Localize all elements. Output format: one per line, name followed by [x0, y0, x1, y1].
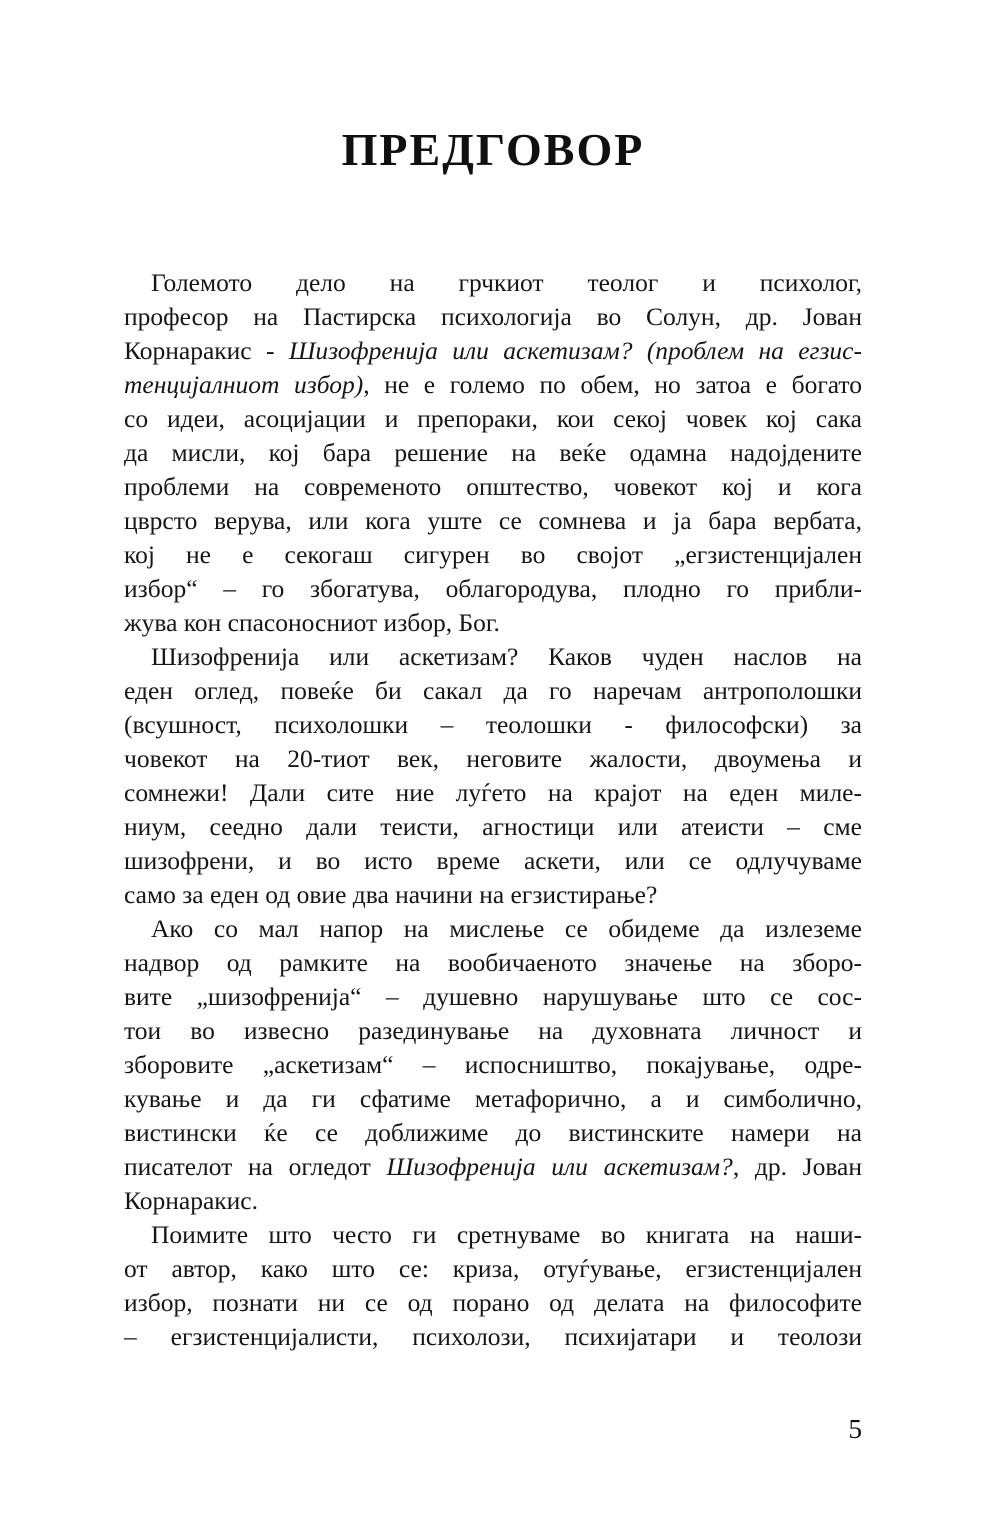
text-run: ниум, сеедно дали теисти, агностици или атеисти – сме — [124, 812, 862, 841]
text-run: кој не е секогаш сигурен во својот „егзистенцијален — [124, 540, 862, 569]
text-run: избор, познати ни се од порано од делата на философите — [124, 1288, 862, 1317]
text-run: жува кон спасоносниот избор, Бог. — [124, 608, 500, 637]
text-run: избор“ – го збогатува, облагородува, плодно го прибли- — [124, 574, 862, 603]
text-line — [124, 674, 862, 708]
text-run: само за еден од овие два начини на егзистирање? — [124, 880, 658, 909]
text-line — [124, 878, 862, 912]
text-line — [124, 912, 862, 946]
text-run: тои во извесно разединување на духовната личност и — [124, 1016, 862, 1045]
text-line — [124, 1286, 862, 1320]
text-line — [124, 1184, 862, 1218]
text-run: шизофрени, и во исто време аскети, или се одлучуваме — [124, 846, 862, 875]
text-line — [124, 776, 862, 810]
paragraph — [124, 640, 862, 912]
text-run: вите „шизофренија“ – душевно нарушување што се сос- — [124, 982, 862, 1011]
text-run: кување и да ги сфатиме метафорично, а и симболично, — [124, 1084, 862, 1113]
text-line — [124, 1082, 862, 1116]
text-run: проблеми на современото општество, човекот кој и кога — [124, 472, 862, 501]
page-number: 5 — [848, 1414, 862, 1444]
text-line — [124, 980, 862, 1014]
text-run: Корнаракис. — [124, 1186, 258, 1215]
text-run: Шизофренија или аскетизам? Каков чуден наслов на — [151, 642, 862, 671]
text-line — [124, 1252, 862, 1286]
page-body — [124, 266, 862, 1354]
text-run: , др. Јован — [732, 1152, 862, 1181]
text-line — [124, 572, 862, 606]
text-line — [124, 436, 862, 470]
text-run: от автор, како што се: криза, отуѓување, егзистенцијален — [124, 1254, 862, 1283]
text-line — [124, 504, 862, 538]
text-line — [124, 1014, 862, 1048]
text-run: сомнежи! Дали сите ние луѓето на крајот на еден миле- — [124, 778, 862, 807]
text-line — [124, 300, 862, 334]
paragraph — [124, 266, 862, 640]
text-run: Ако со мал напор на мислење се обидеме да излеземе — [151, 914, 862, 943]
text-run: да мисли, кој бара решение на веќе одамна надојдените — [124, 438, 862, 467]
paragraph — [124, 1218, 862, 1354]
paragraph — [124, 912, 862, 1218]
text-line — [124, 1048, 862, 1082]
text-run: човекот на 20-тиот век, неговите жалости, двоумења и — [124, 744, 862, 773]
text-run: Големото дело на грчкиот теолог и психолог, — [151, 268, 862, 297]
text-run: еден оглед, повеќе би сакал да го наречам антрополошки — [124, 676, 862, 705]
text-line — [124, 1320, 862, 1354]
text-line — [124, 1218, 862, 1252]
text-line — [124, 470, 862, 504]
text-line — [124, 538, 862, 572]
text-run: Корнаракис - — [124, 336, 289, 365]
text-line — [124, 810, 862, 844]
text-run: вистински ќе се доближиме до вистинските намери на — [124, 1118, 862, 1147]
text-run: – егзистенцијалисти, психолози, психијатари и теолози — [124, 1322, 862, 1351]
text-line — [124, 946, 862, 980]
italic-text-run: Шизофренија или аскетизам? — [386, 1152, 733, 1181]
italic-text-run: Шизофренија или аскетизам? (проблем на егзис- — [288, 336, 862, 365]
text-run: писателот на огледот — [124, 1152, 387, 1181]
text-run: зборовите „аскетизам“ – испосништво, покајување, одре- — [124, 1050, 862, 1079]
text-line — [124, 606, 862, 640]
text-line — [124, 640, 862, 674]
text-run: (всушност, психолошки – теолошки - философски) за — [124, 710, 862, 739]
text-line — [124, 368, 862, 402]
text-run: , не е големо по обем, но затоа е богато — [363, 370, 862, 399]
text-run: професор на Пастирска психологија во Солун, др. Јован — [124, 302, 862, 331]
text-run: со идеи, асоцијации и препораки, кои секој човек кој сака — [124, 404, 862, 433]
text-run: Поимите што често ги сретнуваме во книгата на наши- — [151, 1220, 862, 1249]
page-title: ПРЕДГОВОР — [341, 124, 645, 175]
text-line — [124, 742, 862, 776]
text-line — [124, 1150, 862, 1184]
text-line — [124, 1116, 862, 1150]
text-line — [124, 708, 862, 742]
text-line — [124, 402, 862, 436]
text-run: цврсто верува, или кога уште се сомнева и ја бара вербата, — [124, 506, 862, 535]
italic-text-run: тенцијалниот избор) — [124, 370, 364, 399]
text-line — [124, 844, 862, 878]
text-run: надвор од рамките на вообичаеното значење на зборо- — [124, 948, 862, 977]
text-line — [124, 266, 862, 300]
text-line — [124, 334, 862, 368]
